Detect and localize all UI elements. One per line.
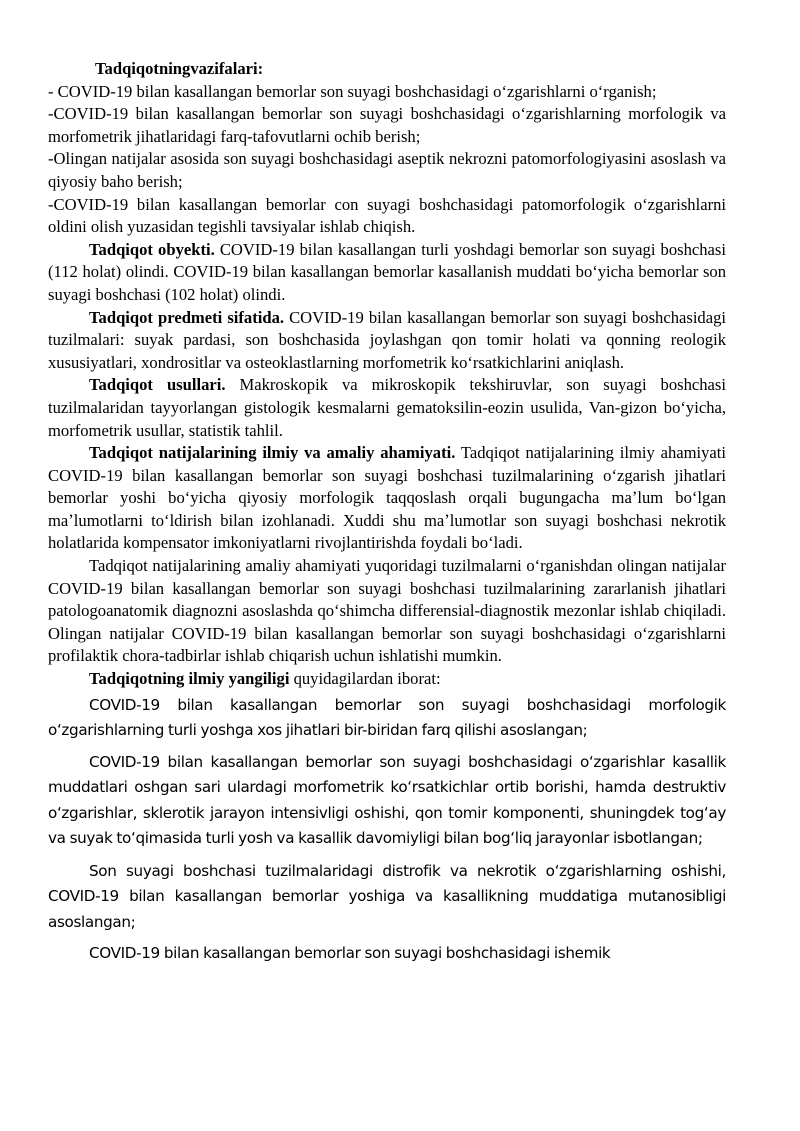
subject-text: COVID-19 bilan kasallangan bemorlar son suyagi boshchasidagi tuzilmalari: suyak pardasi, son boshchasida joylashgan qon tomir holati va qonning reologik xususiyatlari, xondrositlar va osteoklastlarning morfometrik koʻrsatkichlarini aniqlash.: [48, 307, 726, 372]
subject-paragraph: [48, 307, 726, 375]
practical-paragraph: Tadqiqot natijalarining amaliy ahamiyati yuqoridagi tuzilmalarni oʻrganishdan olingan natijalar COVID-19 bilan kasallangan bemorlar son suyagi boshchasi tuzilmalarining zararlanish jihatlari patologoanatomik diagnozni asoslashda qoʻshimcha differensial-diagnostik mezonlar ishlab chiqiladi. Olingan natijalar COVID-19 bilan kasallangan bemorlar son suyagi boshchasidagi oʻzgarishlarni profilaktik chora-tadbirlar ishlab chiqarish uchun ishlatishi mumkin.: [48, 556, 726, 666]
novelty-item: Son suyagi boshchasi tuzilmalaridagi distrofik va nekrotik oʻzgarishlarning oshishi, COVID-19 bilan kasallangan bemorlar yoshiga va kasallikning muddatiga mutanosibligi asoslangan;: [48, 861, 726, 931]
document-page: [48, 58, 726, 967]
methods-label: Tadqiqot usullari.: [89, 375, 226, 395]
subject-label: Tadqiqot predmeti sifatida.: [89, 307, 285, 327]
novelty-item: COVID-19 bilan kasallangan bemorlar son suyagi boshchasidagi oʻzgarishlar kasallik muddatlari oshgan sari ulardagi morfometrik koʻrsatkichlar ortib borishi, hamda destruktiv oʻzgarishlar, sklerotik jarayon intensivligi oshishi, qon tomir komponenti, shuningdek togʻay va suyak toʻqimasida turli yosh va kasallik davomiyligi bilan bogʻliq jarayonlar isbotlangan;: [48, 752, 726, 848]
object-paragraph: [48, 239, 726, 307]
novelty-paragraph: [48, 668, 726, 691]
task-item: -COVID-19 bilan kasallangan bemorlar son suyagi boshchasidagi oʻzgarishlarning morfologik va morfometrik jihatlaridagi farq-tafovutlarni ochib berish;: [48, 104, 726, 146]
novelty-text: quyidagilardan iborat:: [289, 669, 441, 689]
novelty-label: Tadqiqotning ilmiy yangiligi: [89, 669, 290, 689]
novelty-item: COVID-19 bilan kasallangan bemorlar son suyagi boshchasidagi morfologik oʻzgarishlarning turli yoshga xos jihatlari bir-biridan farq qilishi asoslangan;: [48, 695, 726, 740]
object-label: Tadqiqot obyekti.: [89, 239, 215, 259]
significance-text: Tadqiqot natijalarining ilmiy ahamiyati COVID-19 bilan kasallangan bemorlar son suyagi boshchasi tuzilmalarining oʻzgarish jihatlari bemorlar yoshi boʻyicha qiyosiy morfologik taqqoslash orqali bugungacha maʼlum boʻlgan maʼlumotlarni toʻldirish bilan izohlanadi. Xuddi shu maʼlumotlar son suyagi boshchasi nekrotik holatlarida kompensator imkoniyatlarni rivojlantirishda foydali boʻladi.: [48, 443, 727, 553]
task-item: -COVID-19 bilan kasallangan bemorlar con suyagi boshchasidagi patomorfologik oʻzgarishlarni oldini olish yuzasidan tegishli tavsiyalar ishlab chiqish.: [48, 194, 726, 237]
tasks-heading: Tadqiqotningvazifalari:: [95, 59, 264, 78]
significance-paragraph: [48, 442, 726, 555]
methods-text: Makroskopik va mikroskopik tekshiruvlar, son suyagi boshchasi tuzilmalaridan tayyorlangan gistologik kesmalarni gematoksilin-eozin usulida, Van-gizon boʻyicha, morfometrik usullar, statistik tahlil.: [48, 375, 726, 440]
significance-label: Tadqiqot natijalarining ilmiy va amaliy ahamiyati.: [89, 443, 456, 463]
task-item: -Olingan natijalar asosida son suyagi boshchasidagi aseptik nekrozni patomorfologiyasini asoslash va qiyosiy baho berish;: [48, 149, 726, 191]
methods-paragraph: [48, 374, 726, 442]
task-item: - COVID-19 bilan kasallangan bemorlar son suyagi boshchasidagi oʻzgarishlarni oʻrganish;: [48, 81, 657, 101]
novelty-item: COVID-19 bilan kasallangan bemorlar son suyagi boshchasidagi ishemik: [89, 944, 611, 963]
object-text: COVID-19 bilan kasallangan turli yoshdagi bemorlar son suyagi boshchasi (112 holat) olindi. COVID-19 bilan kasallangan bemorlar kasallanish muddati boʻyicha bemorlar son suyagi boshchasi (102 holat) olindi.: [48, 239, 726, 304]
